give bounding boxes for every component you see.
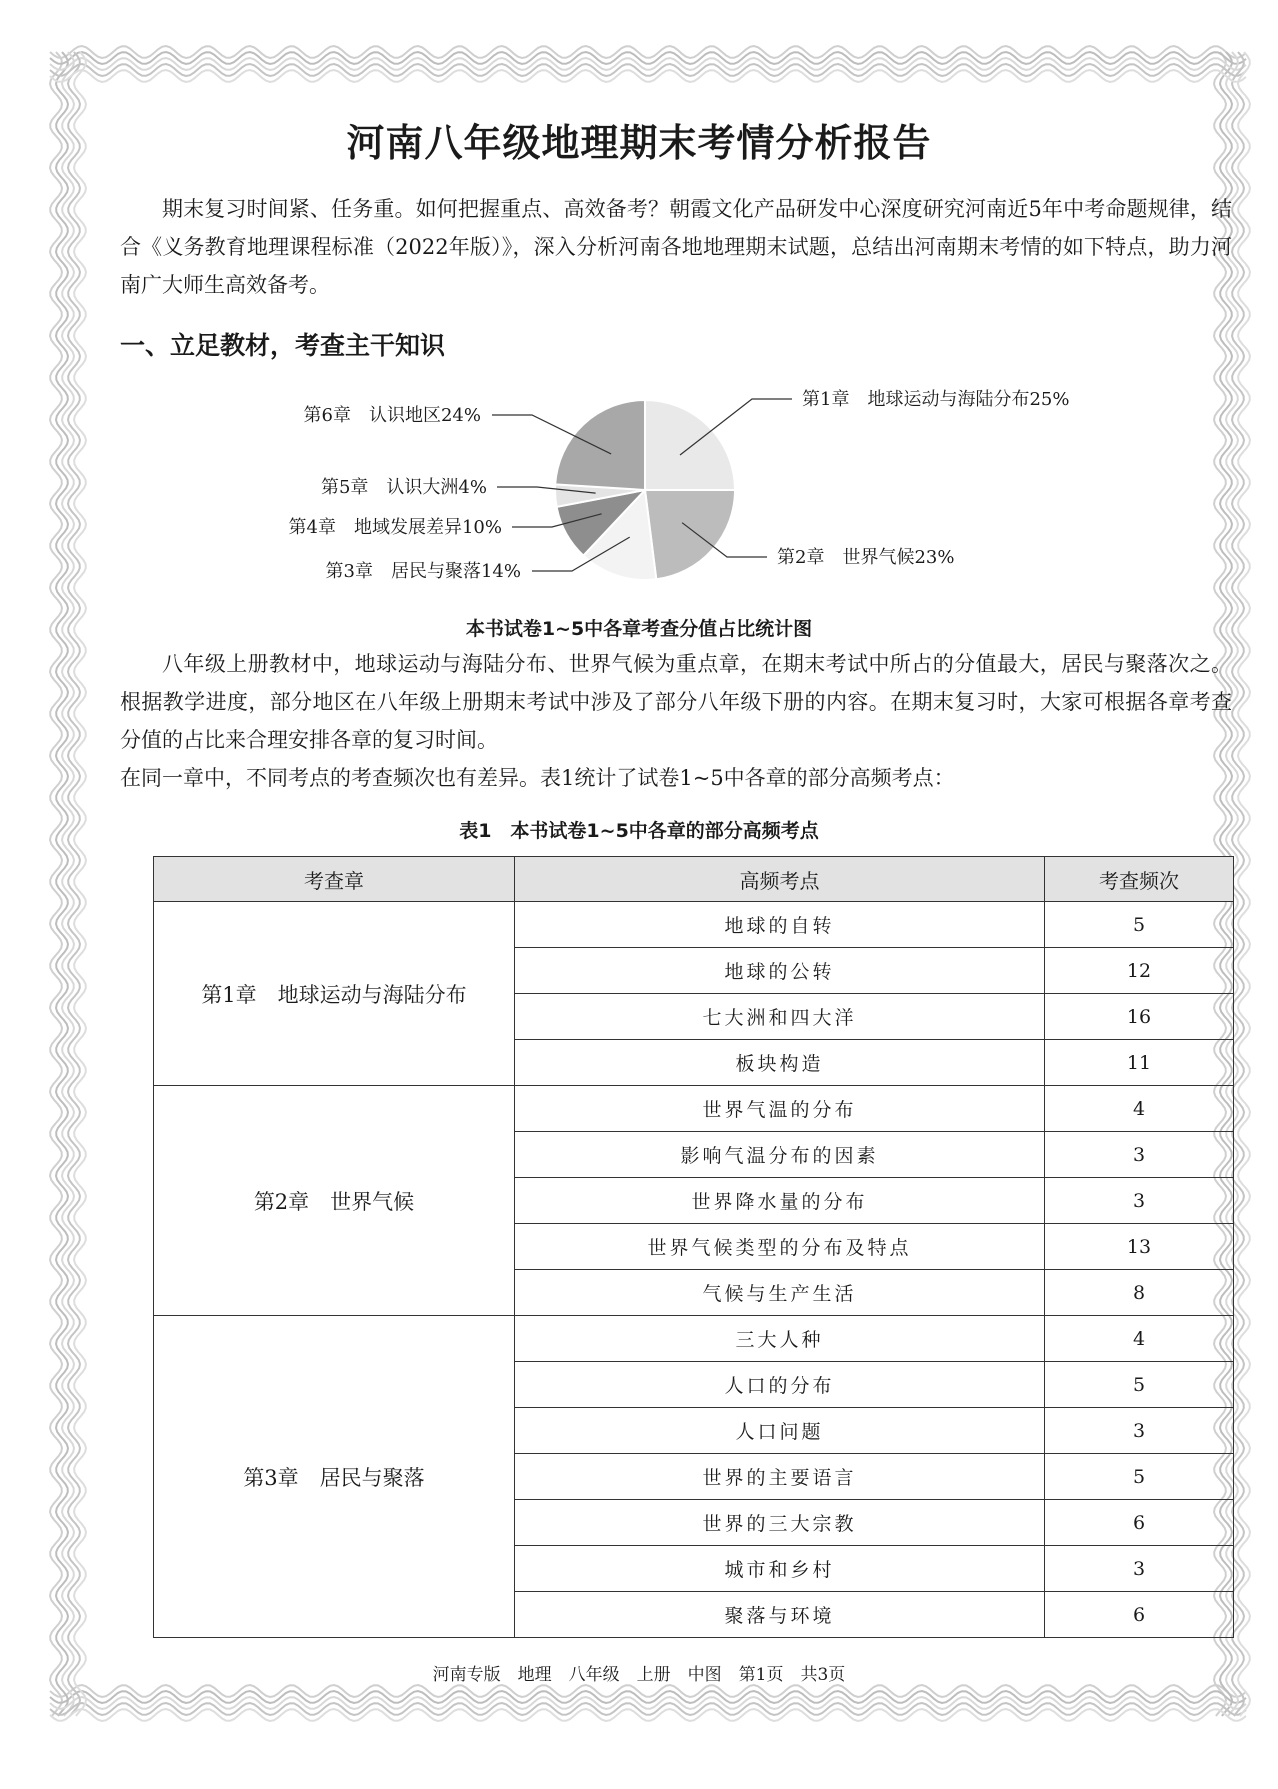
- frequency-cell: 4: [1045, 1316, 1234, 1362]
- pie-slice: [555, 400, 645, 490]
- page-title: 河南八年级地理期末考情分析报告: [346, 121, 932, 165]
- analysis-paragraph: [120, 645, 1232, 797]
- exam-point-cell: 影响气温分布的因素: [515, 1132, 1045, 1178]
- slice-label: 第4章 地域发展差异10%: [288, 517, 502, 538]
- frequency-cell: 3: [1045, 1178, 1234, 1224]
- slice-label: 第5章 认识大洲4%: [320, 477, 487, 498]
- pie-chart: [0, 360, 1278, 610]
- exam-point-cell: 聚落与环境: [515, 1592, 1045, 1638]
- exam-point-cell: 世界的三大宗教: [515, 1500, 1045, 1546]
- frequency-cell: 3: [1045, 1408, 1234, 1454]
- slice-label: 第2章 世界气候23%: [777, 547, 955, 568]
- intro-paragraph: 期末复习时间紧、任务重。如何把握重点、高效备考？朝霞文化产品研发中心深度研究河南近5年中考命题规律，结合《义务教育地理课程标准（2022年版）》，深入分析河南各地地理期末试题，总结出河南期末考情的如下特点，助力河南广大师生高效备考。: [120, 197, 1232, 297]
- exam-point-cell: 城市和乡村: [515, 1546, 1045, 1592]
- frequency-cell: 11: [1045, 1040, 1234, 1086]
- exam-points-table: [153, 856, 1234, 1638]
- frequency-cell: 3: [1045, 1546, 1234, 1592]
- frequency-cell: 12: [1045, 948, 1234, 994]
- exam-point-cell: 世界气温的分布: [515, 1086, 1045, 1132]
- chart-caption: 本书试卷1~5中各章考查分值占比统计图: [465, 618, 813, 640]
- exam-point-cell: 人口的分布: [515, 1362, 1045, 1408]
- chapter-cell: 第2章 世界气候: [154, 1086, 515, 1316]
- frequency-cell: 5: [1045, 1454, 1234, 1500]
- frequency-cell: 6: [1045, 1592, 1234, 1638]
- slice-label: 第3章 居民与聚落14%: [325, 561, 521, 582]
- frequency-cell: 5: [1045, 902, 1234, 948]
- chapter-cell: 第1章 地球运动与海陆分布: [154, 902, 515, 1086]
- exam-point-cell: 世界的主要语言: [515, 1454, 1045, 1500]
- exam-point-cell: 人口问题: [515, 1408, 1045, 1454]
- table-row: [154, 1316, 1234, 1362]
- frequency-cell: 16: [1045, 994, 1234, 1040]
- header-chapter: 考查章: [154, 857, 515, 902]
- frequency-cell: 3: [1045, 1132, 1234, 1178]
- frequency-cell: 4: [1045, 1086, 1234, 1132]
- analysis-text: 八年级上册教材中，地球运动与海陆分布、世界气候为重点章，在期末考试中所占的分值最大，居民与聚落次之。根据教学进度，部分地区在八年级上册期末考试中涉及了部分八年级下册的内容。在期末复习时，大家可根据各章考查分值的占比来合理安排各章的复习时间。: [120, 652, 1232, 752]
- exam-point-cell: 三大人种: [515, 1316, 1045, 1362]
- section-heading: 一、立足教材，考查主干知识: [120, 331, 446, 360]
- frequency-cell: 8: [1045, 1270, 1234, 1316]
- exam-point-cell: 地球的公转: [515, 948, 1045, 994]
- header-count: 考查频次: [1045, 857, 1234, 902]
- frequency-cell: 13: [1045, 1224, 1234, 1270]
- exam-point-cell: 板块构造: [515, 1040, 1045, 1086]
- pie-slice: [645, 490, 735, 579]
- table-row: [154, 902, 1234, 948]
- pie-slice: [645, 400, 735, 490]
- table-caption: 表1 本书试卷1~5中各章的部分高频考点: [459, 820, 819, 842]
- exam-point-cell: 世界气候类型的分布及特点: [515, 1224, 1045, 1270]
- table-header-row: [154, 857, 1234, 902]
- page-footer: 河南专版 地理 八年级 上册 中图 第1页 共3页: [432, 1665, 846, 1685]
- exam-point-cell: 气候与生产生活: [515, 1270, 1045, 1316]
- exam-point-cell: 地球的自转: [515, 902, 1045, 948]
- chapter-cell: 第3章 居民与聚落: [154, 1316, 515, 1638]
- header-point: 高频考点: [515, 857, 1045, 902]
- frequency-cell: 5: [1045, 1362, 1234, 1408]
- frequency-cell: 6: [1045, 1500, 1234, 1546]
- table-row: [154, 1086, 1234, 1132]
- table-intro-text: 在同一章中，不同考点的考查频次也有差异。表1统计了试卷1~5中各章的部分高频考点：: [120, 766, 955, 790]
- slice-label: 第6章 认识地区24%: [303, 405, 481, 426]
- exam-point-cell: 七大洲和四大洋: [515, 994, 1045, 1040]
- slice-label: 第1章 地球运动与海陆分布25%: [802, 389, 1070, 410]
- exam-point-cell: 世界降水量的分布: [515, 1178, 1045, 1224]
